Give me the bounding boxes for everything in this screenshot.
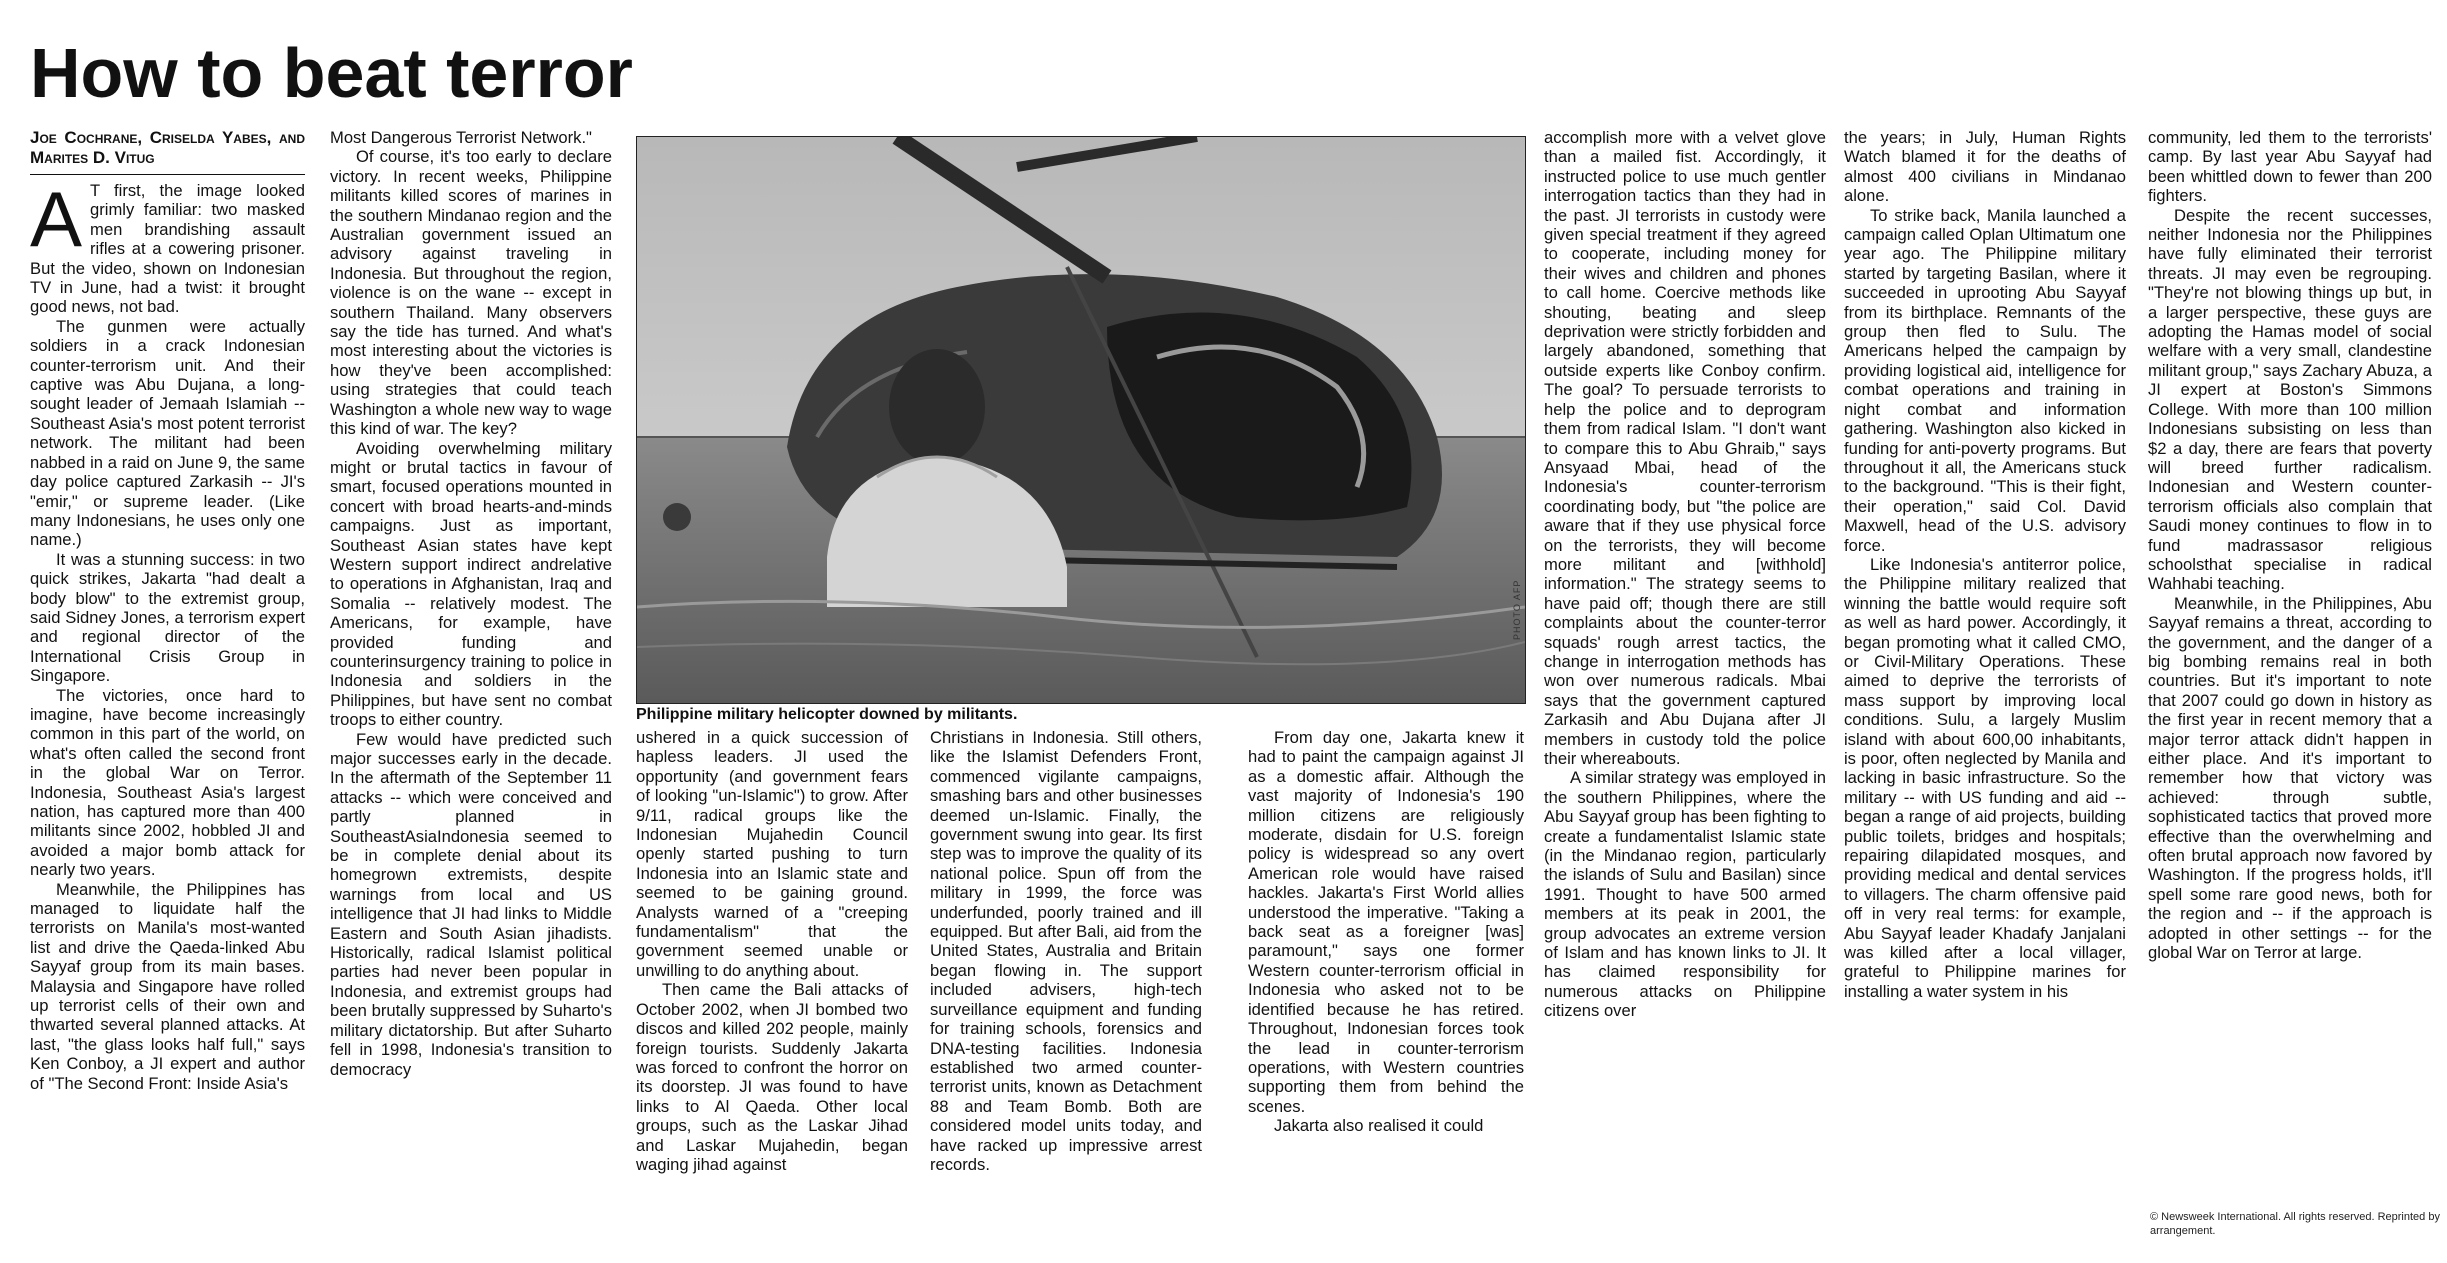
article-column-4	[930, 728, 1202, 1251]
paragraph: Of course, it's too early to declare victory. In recent weeks, Philippine militants killed scores of marines in the southern Mindanao region and the Australian government issued an advisory against traveling in Indonesia. But throughout the region, violence is on the wane -- except in southern Thailand. Many observers say the tide has turned. And what's most interesting about the victories is how they've been accomplished: using strategies that could teach Washington a whole new way to wage this kind of war. The key?	[330, 147, 612, 439]
paragraph: ushered in a quick succession of hapless leaders. JI used the opportunity (and government fears of looking "un-Islamic") to grow. After 9/11, radical groups like the Indonesian Mujahedin Council openly started pushing to turn Indonesia into an Islamic state and seemed to be gaining ground. Analysts warned of a "creeping fundamentalism" that the government seemed unable or unwilling to do anything about.	[636, 728, 908, 980]
copyright-notice: © Newsweek International. All rights reserved. Reprinted by arrangement.	[2150, 1211, 2440, 1237]
article-column-6	[1544, 128, 1826, 1251]
paragraph: Meanwhile, in the Philippines, Abu Sayyaf remains a threat, according to the government, and the danger of a big bombing remains real in both countries. But it's important to note that 2007 could go down in history as the first year in recent memory that a major terror attack didn't happen in either place. And it's important to remember how that victory was achieved: through subtle, sophisticated tactics that proved more effective than the overwhelming and often brutal approach now favored by Washington. If the progress holds, it'll spell some rare good news, both for the region and -- if the approach is adopted in other settings -- for the global War on Terror at large.	[2148, 593, 2432, 963]
paragraph: The victories, once hard to imagine, have become increasingly common in this part of the world, on what's often called the second front in the global War on Terror. Indonesia, Southeast Asia's largest nation, has captured more than 400 militants since 2002, hobbled JI and avoided a major bomb attack for nearly two years.	[30, 685, 305, 880]
article-column-7	[1844, 128, 2126, 1251]
paragraph: Jakarta also realised it could	[1274, 1116, 1484, 1136]
paragraph: accomplish more with a velvet glove than a mailed fist. Accordingly, it instructed police to use much gentler interrogation tactics than they had in the past. JI terrorists in custody were given special treatment if they agreed to cooperate, including money for their wives and children and phones to call home. Coercive methods like shouting, beating and sleep deprivation were strictly forbidden and largely abandoned, something that outside experts like Conboy confirm. The goal? To persuade terrorists to help the police and to deprogram them from radical Islam. "I don't want to compare this to Abu Ghraib," says Ansyaad Mbai, head of the Indonesia's counter-terrorism coordinating body, but "the police are aware that if they use physical force on the terrorists, they will become more militant and [withhold] information." The strategy seems to have paid off; though there are still complaints about the counter-terror squads' rough arrest tactics, the change in interrogation methods has won over numerous radicals. Mbai says that the government captured Zarkasih and Abu Dujana after JI members in custody told the police their whereabouts.	[1544, 128, 1826, 768]
paragraph: the years; in July, Human Rights Watch blamed it for the deaths of almost 400 civilians in Mindanao alone.	[1844, 128, 2126, 206]
article-column-8	[2148, 128, 2432, 1199]
helicopter-photo	[636, 136, 1526, 704]
paragraph: A similar strategy was employed in the southern Philippines, where the Abu Sayyaf group has been fighting to create a fundamentalist Islamic state (in the Mindanao region, particularly the islands of Sulu and Basilan) since 1991. Thought to have 500 armed members at its peak in 2001, the group advocates an extreme version of Islam and has known links to JI. It has claimed responsibility for numerous attacks on Philippine citizens over	[1544, 768, 1826, 1021]
paragraph: T first, the image looked grimly familiar: two masked men brandishing assault rifles at a cowering prisoner. But the video, shown on Indonesian TV in June, had a twist: it brought good news, not bad.	[30, 181, 305, 317]
paragraph: The gunmen were actually soldiers in a crack Indonesian counter-terrorism unit. And their captive was Abu Dujana, a long-sought leader of Jemaah Islamiah -- Southeast Asia's most potent terrorist network. The militant had been nabbed in a raid on June 9, the same day police captured Zarkasih -- JI's "emir," or supreme leader. (Like many Indonesians, he uses only one name.)	[30, 316, 305, 550]
paragraph: Christians in Indonesia. Still others, like the Islamist Defenders Front, commenced vigilante campaigns, smashing bars and other businesses deemed un-Islamic. Finally, the government swung into gear. Its first step was to improve the quality of its national police. Spun off from the military in 1999, the force was underfunded, poorly trained and ill equipped. But after Bali, aid from the United States, Australia and Britain began flowing in. The support included advisers, high-tech surveillance equipment and funding for training schools, forensics and DNA-testing facilities. Indonesia established two armed counter-terrorist units, known as Detachment 88 and Team Bomb. Both are considered model units today, and have racked up impressive arrest records.	[930, 728, 1202, 1174]
paragraph: It was a stunning success: in two quick strikes, Jakarta "had dealt a body blow" to the extremist group, said Sidney Jones, a terrorism expert and regional director of the International Crisis Group in Singapore.	[30, 549, 305, 686]
paragraph: Then came the Bali attacks of October 2002, when JI bombed two discos and killed 202 people, mainly foreign tourists. Suddenly Jakarta was forced to confront the horror on its doorstep. JI was found to have links to Al Qaeda. Other local groups, such as the Laskar Jihad and Laskar Mujahedin, began waging jihad against	[636, 980, 908, 1174]
byline: Joe Cochrane, Criselda Yabes, and Marites D. Vitug	[30, 128, 305, 175]
paragraph: From day one, Jakarta knew it had to paint the campaign against JI as a domestic affair. Although the vast majority of Indonesia's 190 million citizens are religiously moderate, disdain for U.S. foreign policy is widespread so any overt American role would have raised hackles. Jakarta's First World allies understood the imperative. "Taking a back seat as a foreigner [was] paramount," says one former Western counter-terrorism official in Indonesia who asked not to be identified because he has retired. Throughout, Indonesian forces took the lead in counter-terrorism operations, with Western countries supporting them from behind the scenes.	[1248, 728, 1524, 1116]
paragraph: Avoiding overwhelming military might or brutal tactics in favour of smart, focused operations mounted in concert with broad hearts-and-minds campaigns. Just as important, Southeast Asian states have kept Western support indirect andrelative to operations in Afghanistan, Iraq and Somalia -- relatively modest. The Americans, for example, have provided funding and counterinsurgency training to police in Indonesia and soldiers in the Philippines, but have sent no combat troops to either country.	[330, 438, 612, 730]
paragraph: To strike back, Manila launched a campaign called Oplan Ultimatum one year ago. The Philippine military started by targeting Basilan, where it succeeded in uprooting Abu Sayyaf from its birthplace. Remnants of the group then fled to Sulu. The Americans helped the campaign by providing logistical aid, intelligence for combat operations and training in night combat and information gathering. Washington also kicked in funding for anti-poverty programs. But throughout it all, the Americans stuck to the background. "This is their fight, their operation," said Col. David Maxwell, head of the U.S. advisory force.	[1844, 205, 2126, 555]
paragraph: Despite the recent successes, neither Indonesia nor the Philippines have fully eliminated their terrorist threats. JI may even be regrouping. "They're not blowing things up but, in a larger perspective, these guys are adopting the Hamas model of social welfare with a very small, clandestine militant group," says Zachary Abuza, a JI expert at Boston's Simmons College. With more than 100 million Indonesians subsisting on less than $2 a day, there are fears that poverty will breed further radicalism. Indonesian and Western counter-terrorism officials also complain that Saudi money continues to flow in to fund madrassasor religious schoolsthat specialise in radical Wahhabi teaching.	[2148, 205, 2432, 594]
paragraph: Most Dangerous Terrorist Network."	[330, 128, 592, 147]
paragraph: Meanwhile, the Philippines has managed to liquidate half the terrorists on Manila's most-wanted list and drive the Qaeda-linked Abu Sayyaf group from its main bases. Malaysia and Singapore have rolled up terrorist cells of their own and thwarted several planned attacks. At last, "the glass looks half full," says Ken Conboy, a JI expert and author of "The Second Front: Inside Asia's	[30, 879, 305, 1093]
photo-caption: Philippine military helicopter downed by militants.	[636, 706, 1018, 723]
paragraph: Few would have predicted such major successes early in the decade. In the aftermath of the September 11 attacks -- which were conceived and partly planned in SoutheastAsiaIndonesia seemed to be in complete denial about its homegrown extremists, despite warnings from local and US intelligence that JI had links to Middle Eastern and South Asian jihadists. Historically, radical Islamist political parties had never been popular in Indonesia, and extremist groups had been brutally suppressed by Suharto's military dictatorship. But after Suharto fell in 1998, Indonesia's transition to democracy	[330, 729, 612, 1079]
paragraph: Like Indonesia's antiterror police, the Philippine military realized that winning the battle would require soft as well as hard power. Accordingly, it began promoting what it called CMO, or Civil-Military Operations. These aimed to deprive the terrorists of mass support by improving local conditions. Sulu, a largely Muslim island with about 600,00 inhabitants, is poor, often neglected by Manila and lacking in basic infrastructure. So the military -- with US funding and aid -- began a range of aid projects, building public toilets, bridges and hospitals; repairing dilapidated mosques, and providing medical and dental services to villagers. The charm offensive paid off in very real terms: for example, Abu Sayyaf leader Khadafy Janjalani was killed after a local villager, grateful to Philippine marines for installing a water system in his	[1844, 554, 2126, 1001]
article-column-1	[30, 128, 305, 1251]
article-column-3	[636, 728, 908, 1251]
photo-credit: PHOTO AFP	[1512, 579, 1522, 640]
paragraph: community, led them to the terrorists' camp. By last year Abu Sayyaf had been whittled down to fewer than 200 fighters.	[2148, 128, 2432, 206]
article-column-2	[330, 128, 612, 1251]
drop-cap: A	[30, 175, 83, 263]
headline: How to beat terror	[30, 34, 633, 112]
article-column-5	[1248, 728, 1524, 1251]
